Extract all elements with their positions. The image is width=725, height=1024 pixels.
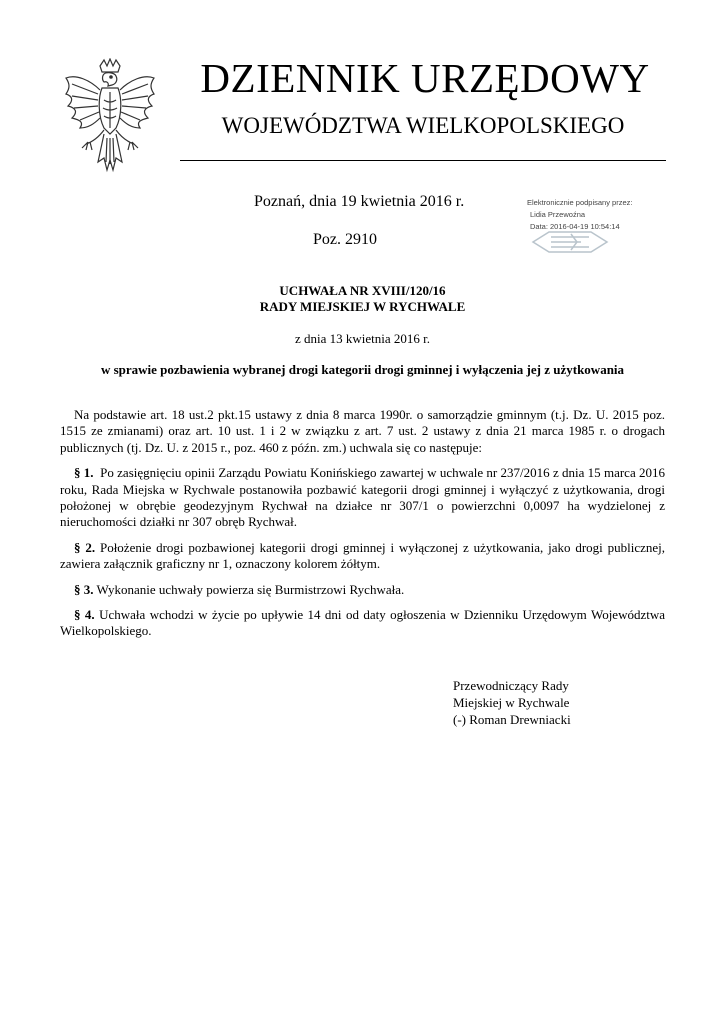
resolution-issuer: RADY MIEJSKIEJ W RYCHWALE xyxy=(259,299,466,314)
section-mark: § 1. xyxy=(74,465,94,481)
signature-seal-icon xyxy=(531,230,611,254)
journal-subtitle: WOJEWÓDZTWA WIELKOPOLSKIEGO xyxy=(221,113,625,138)
section-text: Położenie drogi pozbawionej kategorii drogi gminnej i wyłączonej z użytkowania, jako drogi publicznej, zawiera załącznik graficzny nr 1, oznaczony kolorem żółtym. xyxy=(60,539,666,572)
signatory-name: (-) Roman Drewniacki xyxy=(453,712,571,727)
section-mark: § 4. xyxy=(74,607,95,623)
section-text: Uchwała wchodzi w życie po upływie 14 dni od daty ogłoszenia w Dzienniku Urzędowym Województwa Wielkopolskiego. xyxy=(60,607,666,639)
signatory-block xyxy=(453,677,571,728)
eagle-emblem-icon xyxy=(62,58,158,174)
section-text: Wykonanie uchwały powierza się Burmistrzowi Rychwała. xyxy=(96,581,405,597)
section-paragraph xyxy=(60,465,665,531)
section-text: Po zasięgnięciu opinii Zarządu Powiatu Konińskiego zawartej w uchwale nr 237/2016 z dnia 15 marca 2016 roku, Rada Miejska w Rychwale postanowiła pozbawić kategorii drogi gminnej i wyłączyć z użytkowania, drogi położonej w obrębie geodezyjnym Rychwał na działce nr 307/1 o powierzchni 0,0097 ha wydzielonej z nieruchomości działki nr 307 obręb Rychwał. xyxy=(60,465,666,530)
section-mark: § 3. xyxy=(74,581,94,597)
section-paragraph xyxy=(60,607,665,640)
preamble-paragraph: Na podstawie art. 18 ust.2 pkt.15 ustawy z dnia 8 marca 1990r. o samorządzie gminnym (t.j. Dz. U. 2015 poz. 1515 ze zmianami) oraz art. 10 ust. 1 i 2 w związku z art. 7 ust. 2 ustawy z dnia 21 marca 1985 r. o drogach publicznych (tj. Dz. U. z 2015 r., poz. 460 z późn. zm.) uchwala się co następuje: xyxy=(60,407,665,455)
journal-title: DZIENNIK URZĘDOWY xyxy=(200,55,650,101)
position-number: Poz. 2910 xyxy=(313,231,377,248)
signatory-role: Przewodniczący Rady xyxy=(453,678,569,693)
header-divider xyxy=(180,160,666,161)
section-mark: § 2. xyxy=(74,539,96,555)
signature-label: Elektronicznie podpisany przez: xyxy=(527,198,633,207)
resolution-date: z dnia 13 kwietnia 2016 r. xyxy=(294,331,431,346)
publication-place-date: Poznań, dnia 19 kwietnia 2016 r. xyxy=(254,193,465,210)
signatory-body: Miejskiej w Rychwale xyxy=(453,695,570,710)
resolution-number: UCHWAŁA NR XVIII/120/16 xyxy=(279,283,446,298)
resolution-subject: w sprawie pozbawienia wybranej drogi kategorii drogi gminnej i wyłączenia jej z użytkowania xyxy=(100,362,625,377)
electronic-signature-stamp xyxy=(527,197,717,233)
resolution-body xyxy=(60,407,665,649)
signature-date: Data: 2016-04-19 10:54:14 xyxy=(530,222,620,231)
signature-name: Lidia Przewoźna xyxy=(530,210,586,219)
section-paragraph xyxy=(60,582,665,598)
section-paragraph xyxy=(60,540,665,573)
